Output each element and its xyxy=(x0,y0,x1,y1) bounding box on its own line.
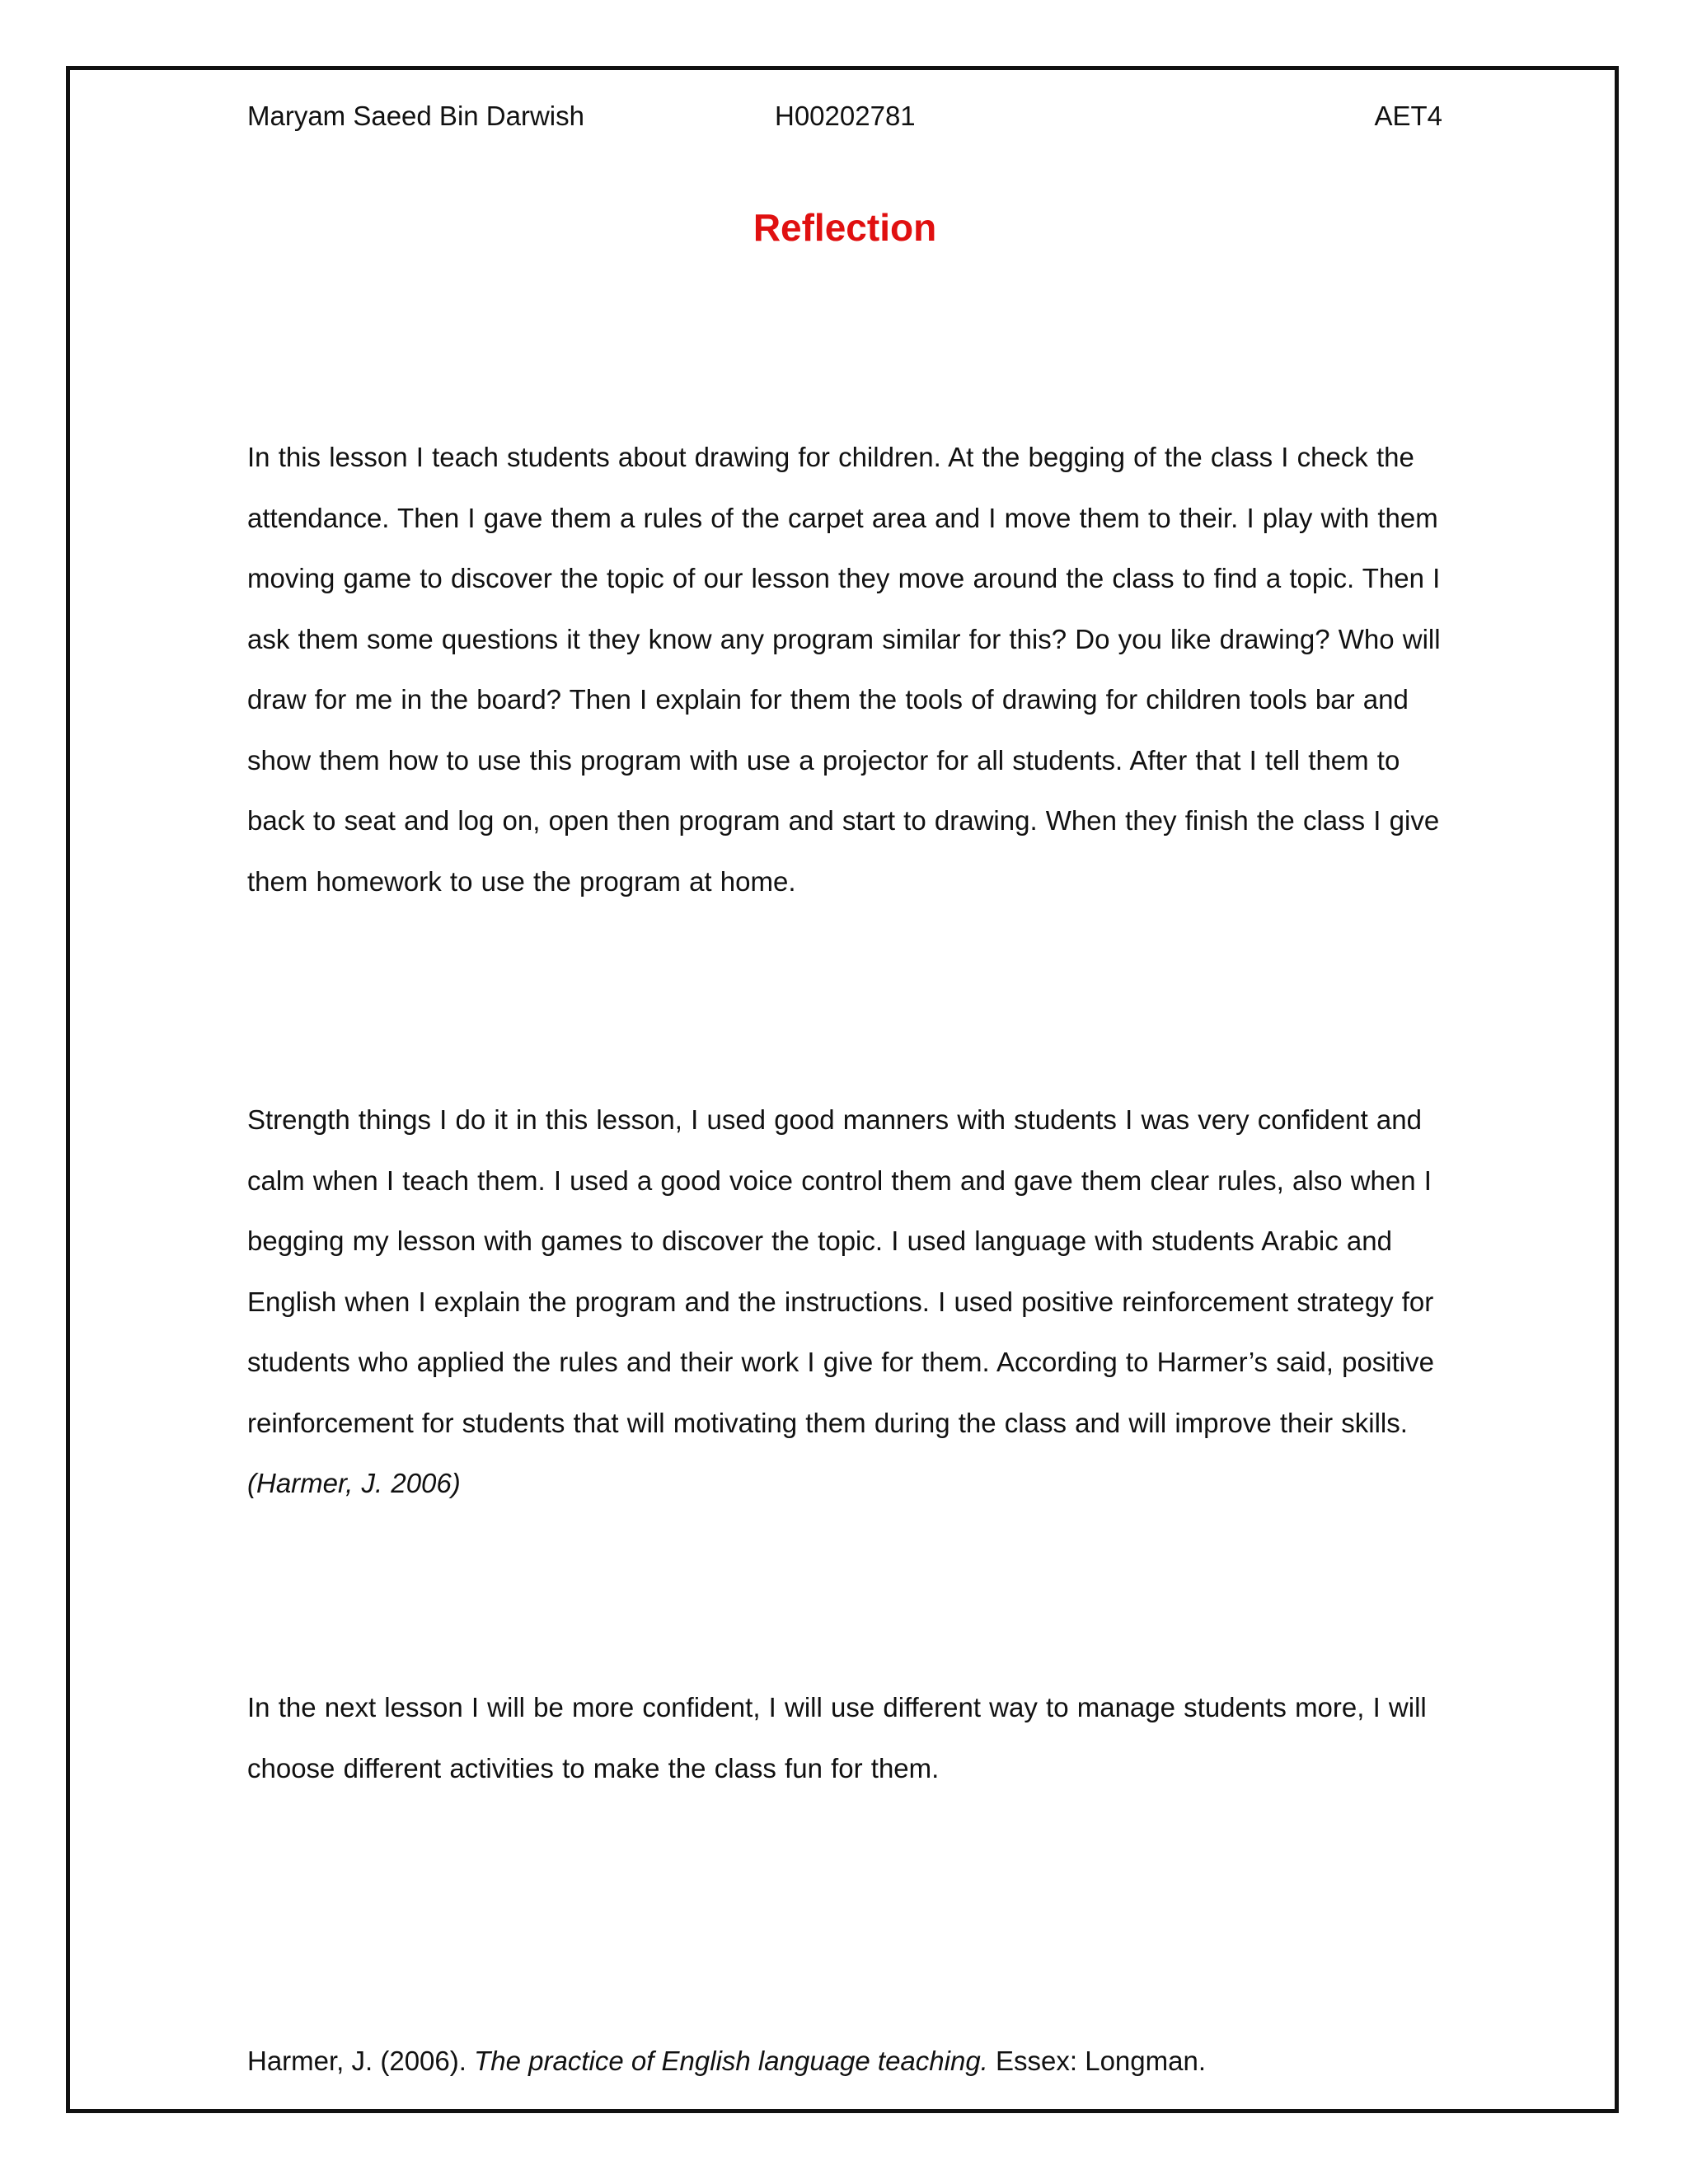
page-title: Reflection xyxy=(753,206,937,249)
in-text-citation: (Harmer, J. 2006) xyxy=(247,1468,461,1498)
reference-entry xyxy=(247,2042,1442,2080)
author-name: Maryam Saeed Bin Darwish xyxy=(247,101,584,131)
paragraph-strengths-text: Strength things I do it in this lesson, I used good manners with students I was very confident and calm when I teach them. I used a good voice control them and gave them clear rules, also when I begging my lesson with games to discover the topic. I used language with students Arabic and English when I explain the program and the instructions. I used positive reinforcement strategy for students who applied the rules and their work I give for them. According to Harmer’s said, positive reinforcement for students that will motivating them during the class and will improve their skills. xyxy=(247,1104,1434,1438)
reference-author-year: Harmer, J. (2006). xyxy=(247,2046,475,2076)
paragraph-lesson-summary: In this lesson I teach students about drawing for children. At the begging of the class I check the attendance. Then I gave them a rules of the carpet area and I move them to their. I play with them moving game to discover the topic of our lesson they move around the class to find a topic. Then I ask them some questions it they know any program similar for this? Do you like drawing? Who will draw for me in the board? Then I explain for them the tools of drawing for children tools bar and show them how to use this program with use a projector for all students. After that I tell them to back to seat and log on, open then program and start to drawing. When they finish the class I give them homework to use the program at home. xyxy=(247,442,1441,897)
reference-publisher: Essex: Longman. xyxy=(987,2046,1206,2076)
reference-book-title: The practice of English language teaching. xyxy=(474,2046,988,2076)
course-code: AET4 xyxy=(1374,101,1442,131)
document-header xyxy=(247,97,1442,135)
student-id: H00202781 xyxy=(775,101,916,131)
paragraph-next-lesson: In the next lesson I will be more confident, I will use different way to manage students more, I will choose different activities to make the class fun for them. xyxy=(247,1692,1427,1783)
paragraph-strengths xyxy=(247,1090,1442,1514)
